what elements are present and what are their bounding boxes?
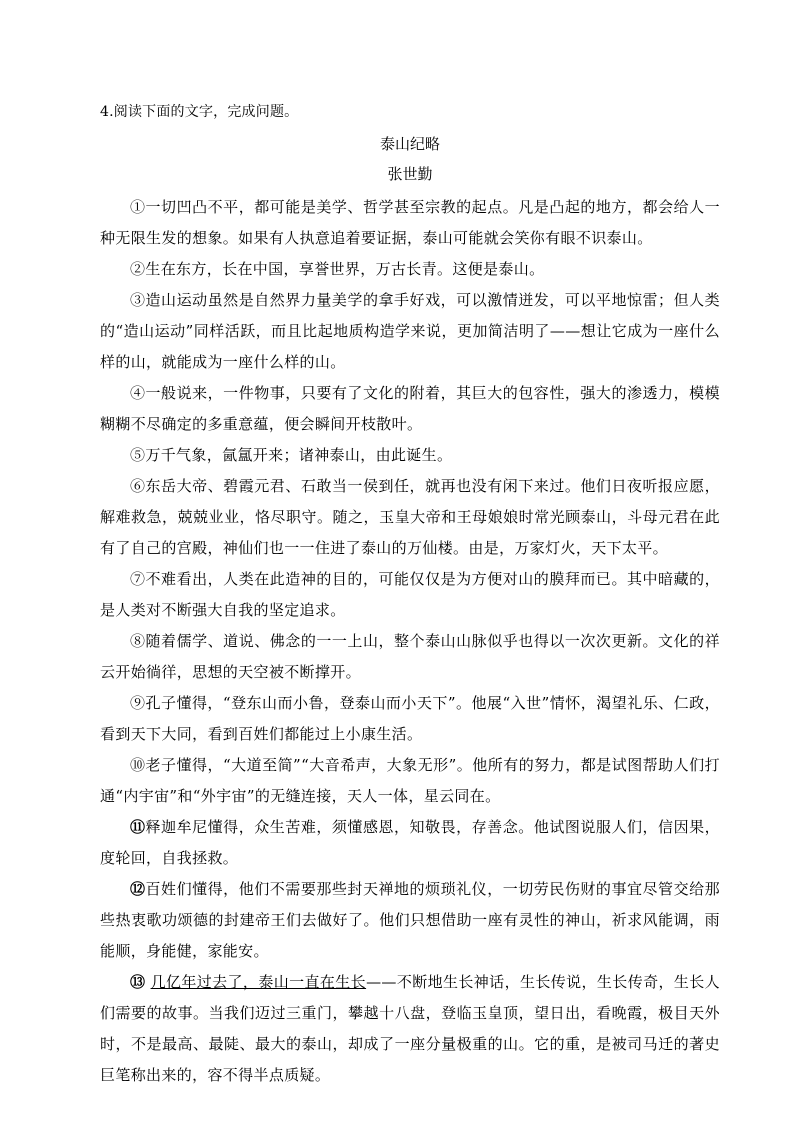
- paragraph-7: ⑦不难看出，人类在此造神的目的，可能仅仅是为方便对山的膜拜而已。其中暗藏的，是人类对不断强大自我的坚定追求。: [100, 570, 720, 619]
- paragraph-number: ⑪: [130, 818, 146, 836]
- paragraph-text: 释迦牟尼懂得，众生苦难，须懂感恩，知敬畏，存善念。他试图说服人们，信因果，度轮回，自我拯救。: [100, 818, 720, 867]
- paragraph-6: ⑥东岳大帝、碧霞元君、石敢当一侯到任，就再也没有闲下来过。他们日夜听报应愿，解难救急，兢兢业业，恪尽职守。随之，玉皇大帝和王母娘娘时常光顾泰山，斗母元君在此有了自己的宫殿，神仙们也一一住进了泰山的万仙楼。由是，万家灯火，天下太平。: [100, 477, 720, 557]
- article-title: 泰山纪略: [379, 135, 440, 153]
- paragraph-13: [100, 967, 720, 1091]
- underlined-sentence: 几亿年过去了，泰山一直在生长: [150, 973, 367, 991]
- question-prompt: 4.阅读下面的文字，完成问题。: [100, 104, 299, 120]
- paragraph-number: ⑫: [130, 880, 146, 898]
- paragraph-text: 百姓们懂得，他们不需要那些封天禅地的烦琐礼仪，一切劳民伤财的事宜尽管交给那些热衷歌功颂德的封建帝王们去做好了。他们只想借助一座有灵性的神山，祈求风能调，雨能顺，身能健，家能安。: [100, 880, 720, 960]
- paragraph-number: ⑬: [130, 973, 146, 991]
- paragraph-4: ④一般说来，一件物事，只要有了文化的附着，其巨大的包容性，强大的渗透力，模模糊糊不尽确定的多重意蕴，便会瞬间开枝散叶。: [100, 384, 720, 433]
- document-page: [100, 100, 720, 1091]
- paragraph-12: [100, 874, 720, 967]
- paragraph-5: ⑤万千气象，氤氲开来；诸神泰山，由此诞生。: [130, 446, 453, 464]
- paragraph-10: ⑩老子懂得，“大道至简”“大音希声，大象无形”。他所有的努力，都是试图帮助人们打通“内宇宙”和“外宇宙”的无缝连接，天人一体，星云同在。: [100, 756, 720, 805]
- paragraph-11: [100, 812, 720, 874]
- paragraph-3: ③造山运动虽然是自然界力量美学的拿手好戏，可以激情迸发，可以平地惊雷；但人类的“造山运动”同样活跃，而且比起地质构造学来说，更加简洁明了——想让它成为一座什么样的山，就能成为一座什么样的山。: [100, 291, 720, 371]
- paragraph-2: ②生在东方，长在中国，享誉世界，万古长青。这便是泰山。: [130, 260, 545, 278]
- paragraph-8: ⑧随着儒学、道说、佛念的一一上山，整个泰山山脉似乎也得以一次次更新。文化的祥云开始徜徉，思想的天空被不断撑开。: [100, 632, 720, 681]
- paragraph-text: ——不断地生长神话，生长传说，生长传奇，生长人们需要的故事。当我们迈过三重门，攀越十八盘，登临玉皇顶，望日出，看晚霞，极目天外时，不是最高、最陡、最大的泰山，却成了一座分量极重的山。它的重，是被司马迁的著史巨笔称出来的，容不得半点质疑。: [100, 973, 721, 1084]
- paragraph-1: ①一切凹凸不平，都可能是美学、哲学甚至宗教的起点。凡是凸起的地方，都会给人一种无限生发的想象。如果有人执意追着要证据，泰山可能就会笑你有眼不识泰山。: [100, 198, 720, 247]
- article-author: 张世勤: [387, 165, 433, 183]
- paragraph-9: ⑨孔子懂得，“登东山而小鲁，登泰山而小天下”。他展“入世”情怀，渴望礼乐、仁政，看到天下大同，看到百姓们都能过上小康生活。: [100, 694, 720, 743]
